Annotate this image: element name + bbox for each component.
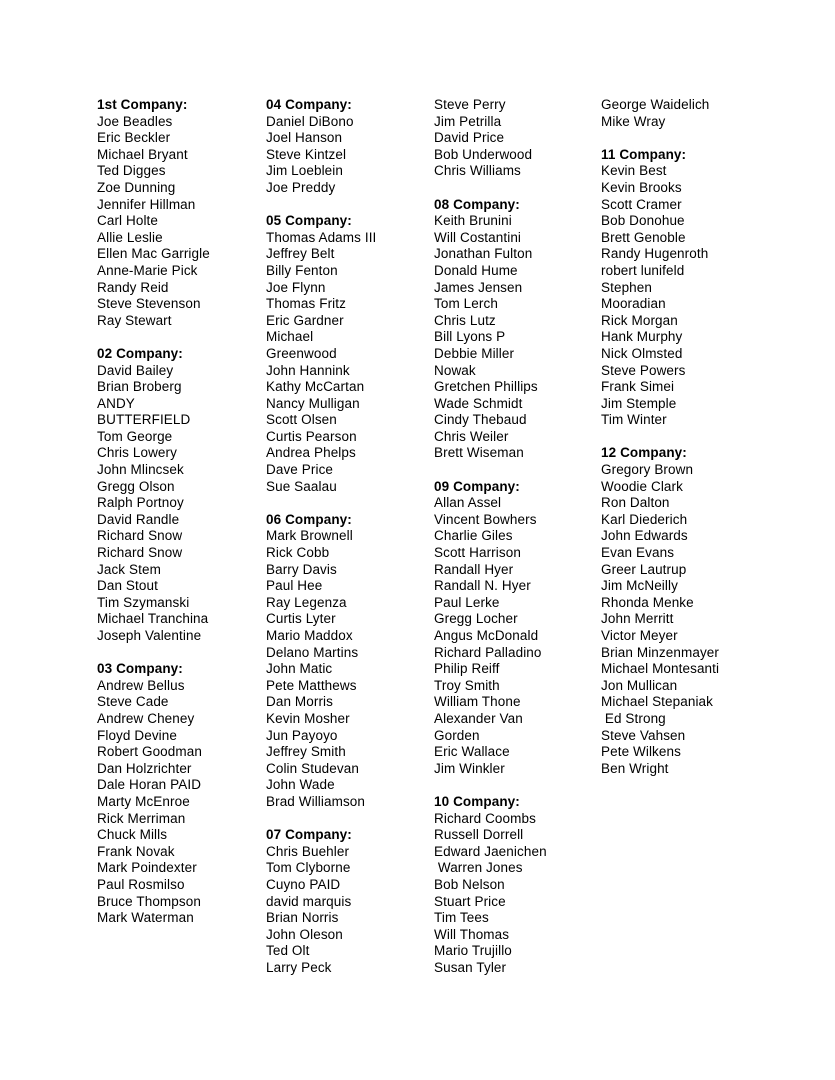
roster-name: Michael Bryant [97, 146, 188, 162]
roster-name: Jim Petrilla [434, 113, 502, 129]
roster-name: Rick Cobb [266, 545, 330, 561]
roster-name: Richard Coombs [434, 810, 536, 826]
roster-name: Joel Hanson [266, 130, 343, 146]
roster-name: Delano Martins [266, 644, 359, 660]
roster-name: Russell Dorrell [434, 827, 524, 843]
roster-name: Dan Holzrichter [97, 760, 192, 776]
company-header: 06 Company: [266, 511, 352, 527]
blank-line [266, 495, 434, 512]
roster-name: Tim Tees [434, 910, 489, 926]
roster-name: robert lunifeld [601, 262, 685, 278]
company-header: 04 Company: [266, 97, 352, 112]
roster-name: Steve Powers [601, 362, 686, 378]
roster-name: Steve Kintzel [266, 146, 347, 162]
roster-name: Randall N. Hyer [434, 578, 531, 594]
roster-name: Jack Stem [97, 561, 161, 577]
roster-name: Michael [266, 329, 314, 345]
roster-name: Brett Wiseman [434, 445, 524, 461]
roster-name: Scott Olsen [266, 412, 337, 428]
roster-name: Pete Matthews [266, 677, 357, 693]
roster-name: Joseph Valentine [97, 628, 202, 643]
roster-name: Evan Evans [601, 545, 675, 561]
blank-line [434, 462, 602, 479]
roster-name: Tom George [97, 428, 173, 444]
roster-name: Rhonda Menke [601, 594, 694, 610]
roster-name: Allie Leslie [97, 229, 163, 245]
roster-name: Frank Novak [97, 843, 175, 859]
roster-name: Eric Wallace [434, 744, 510, 760]
roster-name: Curtis Lyter [266, 611, 336, 627]
roster-name: Steve Perry [434, 97, 506, 112]
roster-name: Karl Diederich [601, 511, 688, 527]
roster-name: Allan Assel [434, 495, 502, 511]
roster-name: Ralph Portnoy [97, 495, 184, 511]
roster-name: John Mlincsek [97, 462, 184, 478]
roster-name: John Wade [266, 777, 335, 793]
roster-name: Mario Maddox [266, 628, 353, 643]
blank-line [97, 329, 265, 346]
roster-name: Cuyno PAID [266, 876, 341, 892]
roster-name: Steve Stevenson [97, 296, 201, 312]
roster-name: Kevin Brooks [601, 179, 682, 195]
roster-name: Paul Hee [266, 578, 323, 594]
roster-name: William Thone [434, 694, 521, 710]
roster-name: Robert Goodman [97, 744, 202, 760]
roster-name: David Bailey [97, 362, 174, 378]
roster-name: Brad Williamson [266, 793, 366, 809]
roster-name: Mike Wray [601, 113, 666, 129]
roster-name: Susan Tyler [434, 959, 507, 975]
roster-name: Randy Reid [97, 279, 169, 295]
roster-name: Curtis Pearson [266, 428, 357, 444]
roster-name: Chuck Mills [97, 827, 168, 843]
roster-name: Jeffrey Smith [266, 744, 346, 760]
roster-name: Dale Horan PAID [97, 777, 202, 793]
roster-name: Carl Holte [97, 213, 159, 229]
roster-name: Alexander Van [434, 710, 523, 726]
roster-name: ANDY [97, 395, 135, 411]
roster-name: Jonathan Fulton [434, 246, 533, 262]
roster-name: Chris Buehler [266, 843, 350, 859]
roster-name: Andrew Cheney [97, 710, 195, 726]
roster-column-2 [266, 97, 434, 976]
roster-name: Brian Broberg [97, 379, 182, 395]
roster-name: Will Thomas [434, 926, 510, 942]
roster-name: Floyd Devine [97, 727, 177, 743]
roster-name: Richard Snow [97, 528, 183, 544]
roster-name: Dave Price [266, 462, 334, 478]
roster-name: John Oleson [266, 926, 343, 942]
roster-name: Richard Snow [97, 545, 183, 561]
blank-line [266, 197, 434, 214]
company-header: 11 Company: [601, 146, 687, 162]
roster-name: Chris Weiler [434, 428, 509, 444]
roster-name: George Waidelich [601, 97, 710, 112]
roster-name: Thomas Fritz [266, 296, 346, 312]
roster-name: Mooradian [601, 296, 666, 312]
roster-name: Mark Poindexter [97, 860, 197, 876]
roster-name: Dan Stout [97, 578, 158, 594]
company-header: 02 Company: [97, 345, 183, 361]
roster-name: Kathy McCartan [266, 379, 365, 395]
roster-name: Donald Hume [434, 262, 518, 278]
roster-name: Daniel DiBono [266, 113, 354, 129]
roster-name: Ellen Mac Garrigle [97, 246, 210, 262]
roster-name: Ben Wright [601, 760, 669, 776]
roster-name: Paul Rosmilso [97, 876, 185, 892]
roster-name: Pete Wilkens [601, 744, 681, 760]
roster-name: Nowak [434, 362, 476, 378]
blank-line [266, 811, 434, 828]
roster-name: Bob Nelson [434, 876, 505, 892]
roster-name: John Matic [266, 661, 333, 677]
roster-name: James Jensen [434, 279, 523, 295]
roster-name: Tim Winter [601, 412, 667, 428]
roster-name: Ted Olt [266, 943, 310, 959]
roster-name: Bruce Thompson [97, 893, 201, 909]
roster-name: BUTTERFIELD [97, 412, 191, 428]
roster-name: Scott Cramer [601, 196, 682, 212]
roster-name: Chris Williams [434, 163, 521, 179]
roster-name: Brian Norris [266, 910, 339, 926]
roster-column-4 [601, 97, 769, 777]
roster-name: Ted Digges [97, 163, 166, 179]
roster-name: Gorden [434, 727, 480, 743]
roster-name: Wade Schmidt [434, 395, 523, 411]
roster-name: Nancy Mulligan [266, 395, 360, 411]
roster-name: Joe Preddy [266, 179, 336, 195]
roster-name: Bill Lyons P [434, 329, 506, 345]
roster-name: Brian Minzenmayer [601, 644, 719, 660]
roster-name: Ed Strong [601, 710, 666, 726]
blank-line [97, 645, 265, 662]
roster-name: Steve Vahsen [601, 727, 686, 743]
roster-name: Bob Donohue [601, 213, 685, 229]
roster-name: Eric Gardner [266, 312, 344, 328]
roster-name: David Price [434, 130, 505, 146]
roster-name: Zoe Dunning [97, 179, 176, 195]
roster-name: Gregg Locher [434, 611, 518, 627]
company-header: 05 Company: [266, 213, 352, 229]
roster-name: Jennifer Hillman [97, 196, 196, 212]
roster-name: Billy Fenton [266, 262, 338, 278]
roster-name: Stephen [601, 279, 652, 295]
roster-name: Thomas Adams III [266, 229, 377, 245]
roster-name: Sue Saalau [266, 478, 337, 494]
roster-name: Andrew Bellus [97, 677, 185, 693]
roster-name: Tom Clyborne [266, 860, 351, 876]
roster-name: Keith Brunini [434, 213, 512, 229]
roster-name: Greenwood [266, 345, 337, 361]
roster-name: Jim Stemple [601, 395, 677, 411]
roster-name: John Merritt [601, 611, 674, 627]
roster-name: Woodie Clark [601, 478, 683, 494]
roster-name: Randall Hyer [434, 561, 514, 577]
roster-name: Victor Meyer [601, 628, 678, 643]
roster-name: Cindy Thebaud [434, 412, 527, 428]
roster-column-1 [97, 97, 265, 927]
roster-name: Gregg Olson [97, 478, 175, 494]
roster-name: Richard Palladino [434, 644, 542, 660]
roster-name: Gretchen Phillips [434, 379, 538, 395]
roster-name: Stuart Price [434, 893, 506, 909]
roster-name: Nick Olmsted [601, 345, 683, 361]
roster-name: Dan Morris [266, 694, 334, 710]
roster-name: Troy Smith [434, 677, 500, 693]
roster-column-3 [434, 97, 602, 976]
company-header: 1st Company: [97, 97, 188, 112]
roster-name: Will Costantini [434, 229, 522, 245]
roster-name: Jim McNeilly [601, 578, 678, 594]
roster-name: Jon Mullican [601, 677, 678, 693]
roster-name: Hank Murphy [601, 329, 683, 345]
roster-name: Rick Morgan [601, 312, 678, 328]
company-header: 07 Company: [266, 827, 352, 843]
roster-name: Tom Lerch [434, 296, 498, 312]
roster-name: Edward Jaenichen [434, 843, 547, 859]
roster-name: Chris Lowery [97, 445, 177, 461]
blank-line [601, 429, 769, 446]
roster-name: Larry Peck [266, 959, 332, 975]
roster-name: Marty McEnroe [97, 793, 190, 809]
roster-name: Joe Flynn [266, 279, 326, 295]
roster-name: John Hannink [266, 362, 350, 378]
roster-name: Randy Hugenroth [601, 246, 709, 262]
roster-name: Eric Beckler [97, 130, 171, 146]
roster-name: Barry Davis [266, 561, 337, 577]
company-header: 03 Company: [97, 661, 183, 677]
roster-name: Ron Dalton [601, 495, 670, 511]
roster-name: david marquis [266, 893, 352, 909]
blank-line [434, 777, 602, 794]
roster-name: John Edwards [601, 528, 688, 544]
roster-name: Michael Tranchina [97, 611, 209, 627]
roster-name: Ray Stewart [97, 312, 172, 328]
roster-name: Michael Montesanti [601, 661, 720, 677]
roster-name: Philip Reiff [434, 661, 500, 677]
roster-name: Michael Stepaniak [601, 694, 714, 710]
roster-name: Warren Jones [434, 860, 523, 876]
roster-name: Kevin Mosher [266, 710, 350, 726]
roster-name: Greer Lautrup [601, 561, 687, 577]
roster-name: Chris Lutz [434, 312, 496, 328]
roster-name: David Randle [97, 511, 180, 527]
roster-name: Steve Cade [97, 694, 169, 710]
roster-name: Jim Loeblein [266, 163, 343, 179]
company-header: 12 Company: [601, 445, 687, 461]
roster-name: Tim Szymanski [97, 594, 190, 610]
roster-name: Charlie Giles [434, 528, 513, 544]
roster-name: Bob Underwood [434, 146, 533, 162]
roster-name: Jun Payoyo [266, 727, 338, 743]
roster-name: Jim Winkler [434, 760, 505, 776]
company-header: 08 Company: [434, 196, 520, 212]
roster-name: Brett Genoble [601, 229, 686, 245]
roster-name: Anne-Marie Pick [97, 262, 198, 278]
roster-name: Mario Trujillo [434, 943, 512, 959]
roster-name: Mark Waterman [97, 910, 194, 926]
blank-line [601, 130, 769, 147]
roster-name: Frank Simei [601, 379, 675, 395]
roster-name: Kevin Best [601, 163, 667, 179]
roster-name: Jeffrey Belt [266, 246, 335, 262]
roster-name: Ray Legenza [266, 594, 347, 610]
roster-name: Joe Beadles [97, 113, 173, 129]
company-header: 10 Company: [434, 793, 520, 809]
roster-name: Rick Merriman [97, 810, 186, 826]
roster-name: Debbie Miller [434, 345, 515, 361]
blank-line [434, 180, 602, 197]
roster-name: Gregory Brown [601, 462, 694, 478]
roster-name: Paul Lerke [434, 594, 500, 610]
roster-name: Vincent Bowhers [434, 511, 537, 527]
roster-name: Angus McDonald [434, 628, 539, 643]
roster-name: Colin Studevan [266, 760, 359, 776]
roster-name: Mark Brownell [266, 528, 353, 544]
roster-name: Scott Harrison [434, 545, 521, 561]
roster-name: Andrea Phelps [266, 445, 356, 461]
company-header: 09 Company: [434, 478, 520, 494]
